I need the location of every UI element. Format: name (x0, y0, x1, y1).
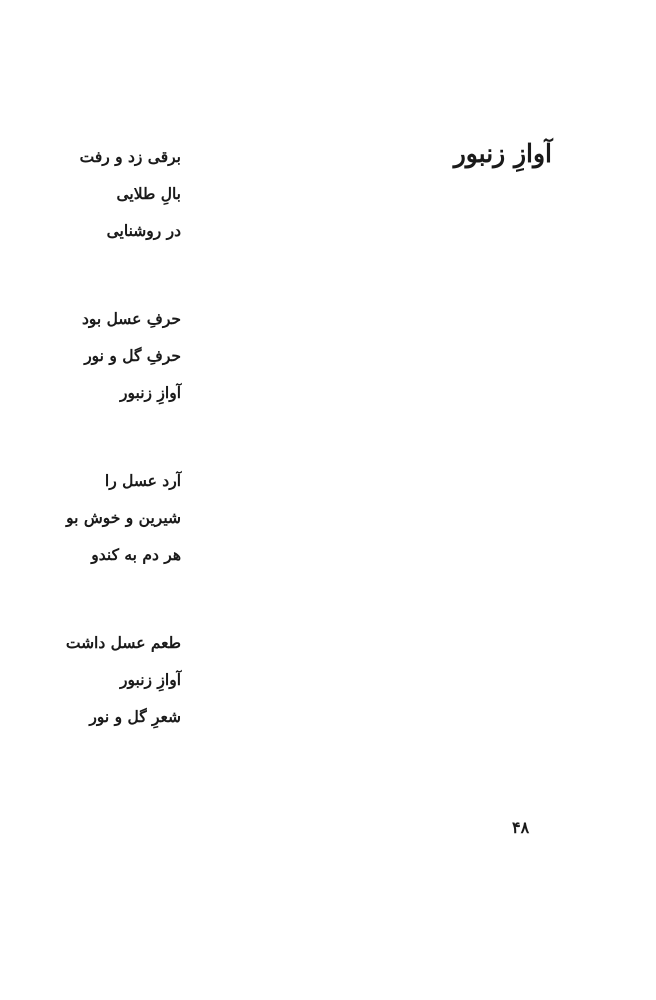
verse-line: برقی زد و رفت (79, 147, 181, 166)
verse-line: بالِ طلایی (116, 184, 181, 203)
verse-line: آرد عسل را (104, 471, 181, 490)
verse-line: در روشنایی (106, 221, 181, 240)
stanza-1 (66, 138, 181, 249)
verse-line: طعم عسل داشت (65, 633, 181, 652)
verse-line: آوازِ زنبور (120, 670, 181, 689)
verse-line: آوازِ زنبور (120, 383, 181, 402)
verse-line: شیرین و خوش بو (66, 508, 181, 527)
poem (66, 138, 181, 735)
page-title: آوازِ زنبور (453, 139, 552, 168)
verse-line: حرفِ عسل بود (81, 309, 181, 328)
stanza-2 (66, 300, 181, 411)
stanza-4 (66, 624, 181, 735)
verse-line: حرفِ گل و نور (84, 346, 181, 365)
verse-line: شعرِ گل و نور (89, 707, 181, 726)
stanza-3 (66, 462, 181, 573)
verse-line: هر دم به کندو (91, 545, 181, 564)
page-number: ۴۸ (512, 818, 530, 837)
